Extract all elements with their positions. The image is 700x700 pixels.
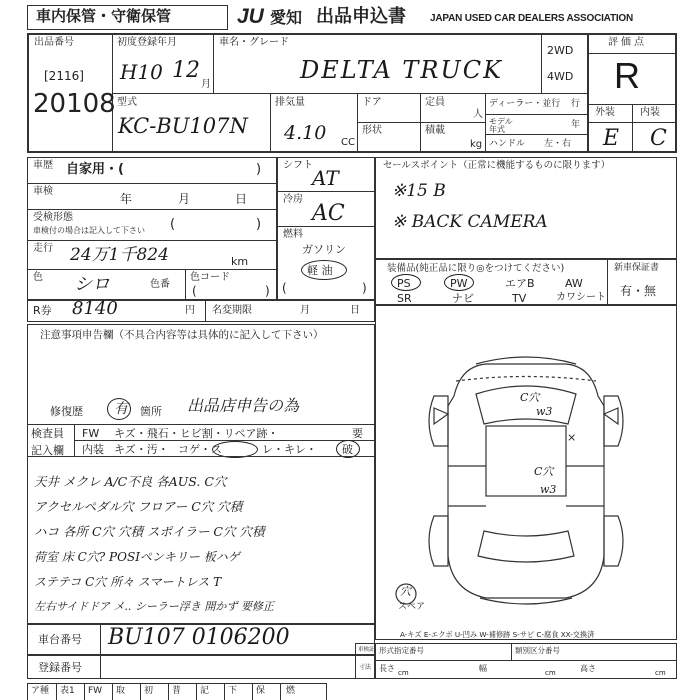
color-close: ) xyxy=(265,284,270,298)
left-mirror xyxy=(434,408,448,424)
storage-notice: 車内保管・守衛保管 xyxy=(36,7,172,25)
first-reg-label: 初度登録年月 xyxy=(117,37,177,48)
load-label: 積載 xyxy=(425,125,445,136)
hood-line xyxy=(456,377,596,382)
recycle-value: 8140 xyxy=(72,298,118,319)
vehicle-diagram xyxy=(376,306,676,626)
equipment-ps-circle xyxy=(391,274,421,291)
inspector-label: 検査員 xyxy=(31,427,64,440)
diagram-mark-1: C穴 xyxy=(520,391,540,404)
name-change-day: 日 xyxy=(350,305,360,316)
mileage-label: 走行 xyxy=(33,243,53,254)
footer-cell-8: 下 xyxy=(228,686,238,696)
name-change-month: 月 xyxy=(300,305,310,316)
load-unit: kg xyxy=(470,139,483,150)
fw-label: FW xyxy=(82,427,100,440)
spec-length-cm: cm xyxy=(398,669,409,677)
fuel-diesel: 軽 油 xyxy=(307,264,333,277)
form-title: 出品申込書 xyxy=(316,6,406,27)
footer-cell-2: 表1 xyxy=(60,686,75,696)
right-mirror xyxy=(604,408,618,424)
interior-result: 破 xyxy=(342,443,353,456)
repair-value: 有 xyxy=(114,401,128,417)
diagram-mark-5: w3 xyxy=(540,483,557,496)
color-value: シロ xyxy=(74,274,110,295)
fuel-close: ) xyxy=(362,281,367,295)
era-value: H10 xyxy=(120,60,163,84)
spec-length-label: 長さ xyxy=(379,664,395,673)
model-name-label: 車名・グレード xyxy=(219,37,289,48)
model-year-label: モデル 年式 xyxy=(489,117,513,134)
type-value: KC-BU107N xyxy=(118,114,248,138)
reception-open: ( xyxy=(170,217,176,232)
diagram-mark-2: w3 xyxy=(536,405,553,418)
color-label: 色 xyxy=(33,272,43,283)
dealer-label: ディーラー・並行 xyxy=(489,99,561,109)
inspector-interior-label: 内装 xyxy=(82,443,104,456)
reception-close: ) xyxy=(256,217,262,232)
notice-label: 注意事項申告欄（不具合内容等は具体的に記入して下さい） xyxy=(40,329,324,341)
right-rear-wheel xyxy=(604,516,623,566)
shift-label: シフト xyxy=(283,160,313,171)
shift-value: AT xyxy=(312,166,339,190)
capacity-unit: 人 xyxy=(473,109,483,120)
remark-line-4: 荷室 床 C穴? POSIペンキリー 板ハゲ xyxy=(34,550,240,564)
chassis-number: BU107 0106200 xyxy=(108,625,290,650)
equipment-pw-circle xyxy=(444,274,474,291)
spec-height-cm: cm xyxy=(655,669,666,677)
remark-line-6: 左右サイドドア メ.. シーラー浮き 開かず 要修正 xyxy=(34,600,274,613)
repair-note: 出品店申告の為 xyxy=(187,396,300,415)
spec-dim-label: 寸法 xyxy=(359,664,372,671)
sales-point-2: ※ BACK CAMERA xyxy=(392,212,548,232)
inspector-entry-label: 記入欄 xyxy=(31,444,64,457)
handle-value: 左・右 xyxy=(544,139,572,149)
interior-items-2: コゲ・ス xyxy=(178,443,222,456)
aircon-value: AC xyxy=(312,201,345,226)
interior-items-3: レ・キレ・ xyxy=(262,443,317,456)
lot-number: 20108 xyxy=(33,89,116,119)
footer-cell-9: 保 xyxy=(256,686,266,696)
inspection-day: 日 xyxy=(235,192,248,206)
type-label: 型式 xyxy=(117,97,137,108)
equipment-airbag: エアB xyxy=(505,277,535,290)
equipment-navi: ナビ xyxy=(452,292,474,305)
footer-cell-3: FW xyxy=(88,686,103,696)
fw-result: 要 xyxy=(352,427,363,440)
lot-label: 出品番号 xyxy=(34,37,74,48)
remark-line-5: ステテコ C穴 所々 スマートレス T xyxy=(34,575,222,589)
spec-width-cm: cm xyxy=(545,669,556,677)
remark-line-3: ハコ 各所 C穴 穴積 スポイラー C穴 穴積 xyxy=(34,524,265,539)
history-label: 車歴 xyxy=(33,160,53,171)
spec-form-label: 形式指定番号 xyxy=(379,646,424,655)
footer-cell-7: 記 xyxy=(200,686,210,696)
spec-height-label: 高さ xyxy=(580,664,596,673)
inspection-month: 月 xyxy=(178,192,191,206)
color-open: ( xyxy=(192,284,197,298)
footer-cell-6: 普 xyxy=(172,686,182,696)
ju-logo: JU xyxy=(237,5,264,28)
mileage-value: 24万1千824 xyxy=(70,245,169,265)
region-name: 愛知 xyxy=(270,8,303,27)
rear-bumper xyxy=(480,598,572,604)
equipment-sr: SR xyxy=(397,292,412,305)
equipment-label: 装備品(純正品に限り◎をつけてください) xyxy=(387,263,565,274)
diagram-mark-3: × xyxy=(567,431,577,444)
inspection-year: 年 xyxy=(120,192,133,206)
drive-4wd: 4WD xyxy=(547,70,574,83)
interior-grade: C xyxy=(650,126,667,151)
remark-line-1: 天井 メクレ A/C不良 各AUS. C穴 xyxy=(34,474,227,489)
interior-items: キズ・汚・ xyxy=(114,443,169,456)
spec-width-label: 幅 xyxy=(479,664,487,673)
handle-label: ハンドル xyxy=(489,139,526,149)
register-label: 登録番号 xyxy=(38,661,82,674)
month-value: 12 xyxy=(172,58,200,83)
footer-cell-5: 初 xyxy=(144,686,154,696)
front-bumper xyxy=(476,357,576,364)
equipment-pw: PW xyxy=(450,277,468,290)
damage-legend: A-キズ E-エクボ U-凹み W-補修跡 S-サビ C-腐食 XX-交換済 xyxy=(400,630,595,639)
lot-small: [2116] xyxy=(44,69,84,83)
mileage-unit: km xyxy=(231,255,249,268)
displacement-label: 排気量 xyxy=(275,97,305,108)
history-value: 自家用・( xyxy=(66,162,124,177)
fw-items: キズ・飛石・ヒビ割・リペア跡・ xyxy=(114,427,279,440)
diagram-mark-4: C穴 xyxy=(534,465,554,478)
reception-label: 受検形態 xyxy=(33,212,73,223)
sales-point-1: ※15 B xyxy=(392,181,446,201)
aircon-label: 冷房 xyxy=(283,194,303,205)
fuel-open: ( xyxy=(282,281,287,295)
repair-circle xyxy=(107,398,131,420)
fuel-label: 燃料 xyxy=(283,229,303,240)
footer-cell-10: 燃 xyxy=(286,686,296,696)
sales-points-label: セールスポイント（正常に機能するものに限ります） xyxy=(383,160,611,171)
displacement-value: 4.10 xyxy=(284,122,327,144)
history-close: ) xyxy=(256,162,262,177)
shape-label: 形状 xyxy=(362,125,382,136)
color-code-label: 色コード xyxy=(190,272,230,283)
recycle-label: R券 xyxy=(33,304,52,317)
interior-label: 内装 xyxy=(640,107,660,118)
recycle-unit: 円 xyxy=(185,305,195,316)
model-name: DELTA TRUCK xyxy=(300,56,503,84)
exterior-label: 外装 xyxy=(595,107,615,118)
remark-line-2: アクセルペダル穴 フロアー C穴 穴積 xyxy=(34,499,243,514)
footer-cell-4: 取 xyxy=(116,686,126,696)
warranty-label: 新車保証書 xyxy=(614,263,660,273)
association-name: JAPAN USED CAR DEALERS ASSOCIATION xyxy=(430,13,634,24)
left-rear-wheel xyxy=(429,516,448,566)
sales-points-box xyxy=(375,157,677,259)
reception-note: 車検付の場合は記入して下さい xyxy=(33,226,145,235)
name-change-label: 名変期限 xyxy=(212,305,252,316)
inspection-label: 車検 xyxy=(33,186,53,197)
spare-mark: 穴 xyxy=(400,585,411,598)
fuel-gasoline: ガソリン xyxy=(302,243,346,256)
year-unit: 年 xyxy=(571,120,581,130)
color-number-label: 色番 xyxy=(150,279,170,290)
doors-label: ドア xyxy=(362,97,382,108)
equipment-ps: PS xyxy=(397,277,411,290)
spec-car-label: 車検証 xyxy=(358,647,375,653)
spare-label: スペア xyxy=(398,602,426,612)
equipment-aw: AW xyxy=(565,277,583,290)
month-unit: 月 xyxy=(201,79,211,90)
spec-category-label: 類別区分番号 xyxy=(515,646,560,655)
drive-2wd: 2WD xyxy=(547,44,574,57)
fuel-selected-circle xyxy=(301,260,347,280)
grade-score: R xyxy=(614,55,640,96)
grade-label: 評価点 xyxy=(608,37,647,48)
equipment-tv: TV xyxy=(512,292,527,305)
parallel-mark: 行 xyxy=(571,99,581,109)
warranty-value: 有・無 xyxy=(620,284,657,298)
equipment-leather: カワシート xyxy=(556,292,606,303)
exterior-grade: E xyxy=(603,126,620,151)
footer-cell-1: ア種 xyxy=(31,686,50,696)
chassis-label: 車台番号 xyxy=(38,633,82,646)
repair-spot: 箇所 xyxy=(140,405,162,418)
repair-label: 修復歴 xyxy=(50,405,83,418)
capacity-label: 定員 xyxy=(425,97,445,108)
displacement-unit: CC xyxy=(341,137,355,148)
rear-window xyxy=(478,531,574,562)
